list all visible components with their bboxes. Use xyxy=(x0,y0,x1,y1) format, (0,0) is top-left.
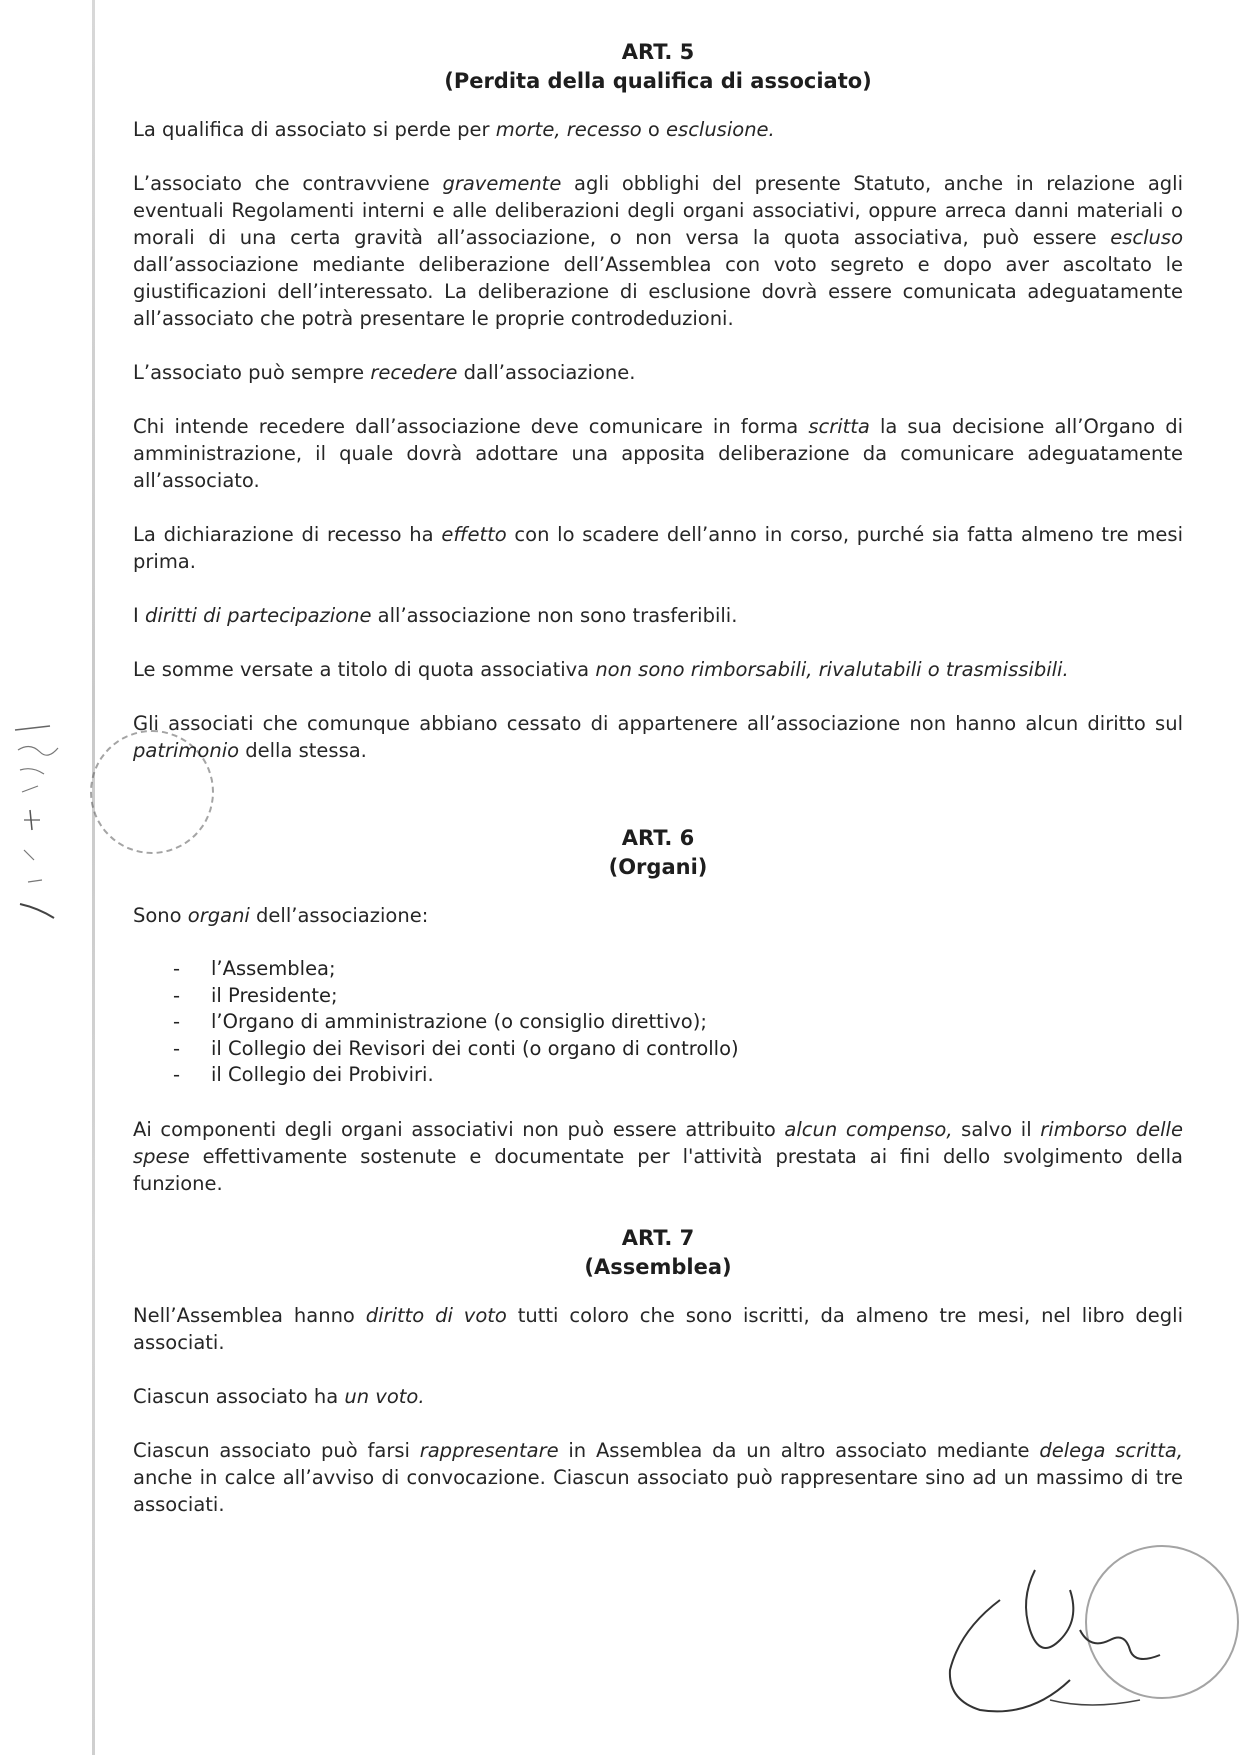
list-item: - l’Assemblea; xyxy=(173,956,1183,983)
art6-paragraph-1: Sono organi dell’associazione: xyxy=(133,904,429,927)
art5-paragraph-4: Chi intende recedere dall’associazione deve comunicare in forma scritta la sua decisione all’Organo di amministrazione, il quale dovrà adottare una apposita deliberazione da comunicare adeguatamente all’associato. xyxy=(133,415,1183,492)
art6-heading xyxy=(133,824,1183,882)
art5-paragraph-5: La dichiarazione di recesso ha effetto con lo scadere dell’anno in corso, purché sia fatta almeno tre mesi prima. xyxy=(133,523,1183,573)
art5-subtitle: (Perdita della qualifica di associato) xyxy=(444,69,872,93)
art6-subtitle: (Organi) xyxy=(608,855,708,879)
list-item: - l’Organo di amministrazione (o consiglio direttivo); xyxy=(173,1009,1183,1036)
page-binding-shadow xyxy=(92,0,95,1755)
art6-paragraph-2: Ai componenti degli organi associativi non può essere attribuito alcun compenso, salvo il rimborso delle spese effettivamente sostenute e documentate per l'attività prestata ai fini dello svolgimento della funzione. xyxy=(133,1117,1183,1195)
list-item: - il Collegio dei Probiviri. xyxy=(173,1062,1183,1089)
art7-paragraph-2: Ciascun associato ha un voto. xyxy=(133,1384,425,1408)
art5-paragraph-7: Le somme versate a titolo di quota associativa non sono rimborsabili, rivalutabili o trasmissibili. xyxy=(133,658,1069,681)
art5-paragraph-8: Gli associati che comunque abbiano cessato di appartenere all’associazione non hanno alcun diritto sul patrimonio della stessa. xyxy=(133,712,1183,762)
document-page xyxy=(133,38,1183,1518)
margin-scribble-icon xyxy=(10,720,70,920)
art5-paragraph-2: L’associato che contravviene gravemente agli obblighi del presente Statuto, anche in relazione agli eventuali Regolamenti interni e alle deliberazioni degli organi associativi, oppure arreca danni materiali o morali di una certa gravità all’associazione, o non versa la quota associativa, può essere escluso dall’associazione mediante deliberazione dell’Assemblea con voto segreto e dopo aver ascoltato le giustificazioni dell’interessato. La deliberazione di esclusione dovrà essere comunicata adeguatamente all’associato che potrà presentare le proprie controdeduzioni. xyxy=(133,172,1183,330)
art7-paragraph-3: Ciascun associato può farsi rappresentare in Assemblea da un altro associato mediante delega scritta, anche in calce all’avviso di convocazione. Ciascun associato può rappresentare sino ad un massimo di tre associati. xyxy=(133,1438,1183,1516)
art5-paragraph-3: L’associato può sempre recedere dall’associazione. xyxy=(133,361,636,384)
art5-paragraph-6: I diritti di partecipazione all’associazione non sono trasferibili. xyxy=(133,604,738,627)
art5-paragraph-1: La qualifica di associato si perde per morte, recesso o esclusione. xyxy=(133,118,775,141)
art7-heading xyxy=(133,1224,1183,1282)
art7-subtitle: (Assemblea) xyxy=(584,1254,732,1279)
art7-title: ART. 7 xyxy=(621,1225,695,1250)
list-item: - il Collegio dei Revisori dei conti (o organo di controllo) xyxy=(173,1036,1183,1063)
art6-title: ART. 6 xyxy=(621,826,695,850)
handwritten-signature-icon xyxy=(940,1560,1180,1730)
art7-paragraph-1: Nell’Assemblea hanno diritto di voto tutti coloro che sono iscritti, da almeno tre mesi, nel libro degli associati. xyxy=(133,1303,1183,1354)
organs-list xyxy=(133,956,1183,1089)
list-item: - il Presidente; xyxy=(173,983,1183,1010)
art5-title: ART. 5 xyxy=(621,40,695,64)
margin-marks xyxy=(10,720,70,920)
art5-heading xyxy=(133,38,1183,96)
